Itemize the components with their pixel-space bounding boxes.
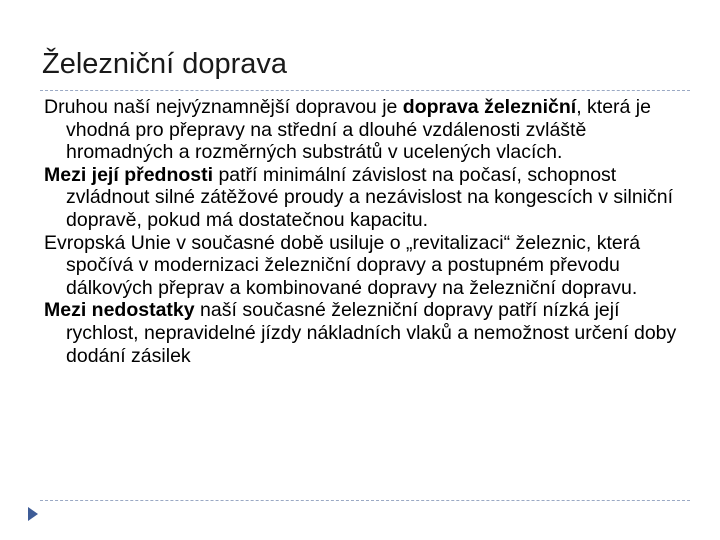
paragraph-rail-intro xyxy=(44,96,684,164)
slide-body xyxy=(44,96,684,367)
text-run: , která je vhodná pro přepravy na střední a dlouhé vzdálenosti zvláště hromadných a rozměrných substrátů v ucelených vlacích. xyxy=(66,96,651,164)
text-run-bold: Mezi její přednosti xyxy=(44,163,214,186)
slide-title: Železniční doprava xyxy=(42,48,288,80)
text-run: naší současné železniční dopravy patří nízká její rychlost, nepravidelné jízdy nákladních vlaků a nemožnost určení doby dodání zásilek xyxy=(66,299,677,367)
paragraph-eu-revitalization xyxy=(44,232,684,300)
title-divider xyxy=(40,90,690,91)
paragraph-disadvantages xyxy=(44,299,684,367)
text-run-bold: doprava železniční xyxy=(402,96,577,118)
text-run: Evropská Unie v současné době usiluje o „revitalizaci“ železnic, která spočívá v modernizaci železniční dopravy a postupném převodu dálkových přeprav a kombinované dopravy na železniční dopravu. xyxy=(44,231,641,299)
text-run-bold: Mezi nedostatky xyxy=(44,299,195,322)
text-run: Druhou naší nejvýznamnější dopravou je xyxy=(44,96,403,118)
paragraph-advantages xyxy=(44,164,684,232)
footer-divider xyxy=(40,500,690,501)
text-run: patří minimální závislost na počasí, schopnost zvládnout silné zátěžové proudy a nezávislost na kongescích v silniční dopravě, pokud má dostatečnou kapacitu. xyxy=(66,163,674,231)
triangle-right-icon[interactable] xyxy=(28,507,38,521)
